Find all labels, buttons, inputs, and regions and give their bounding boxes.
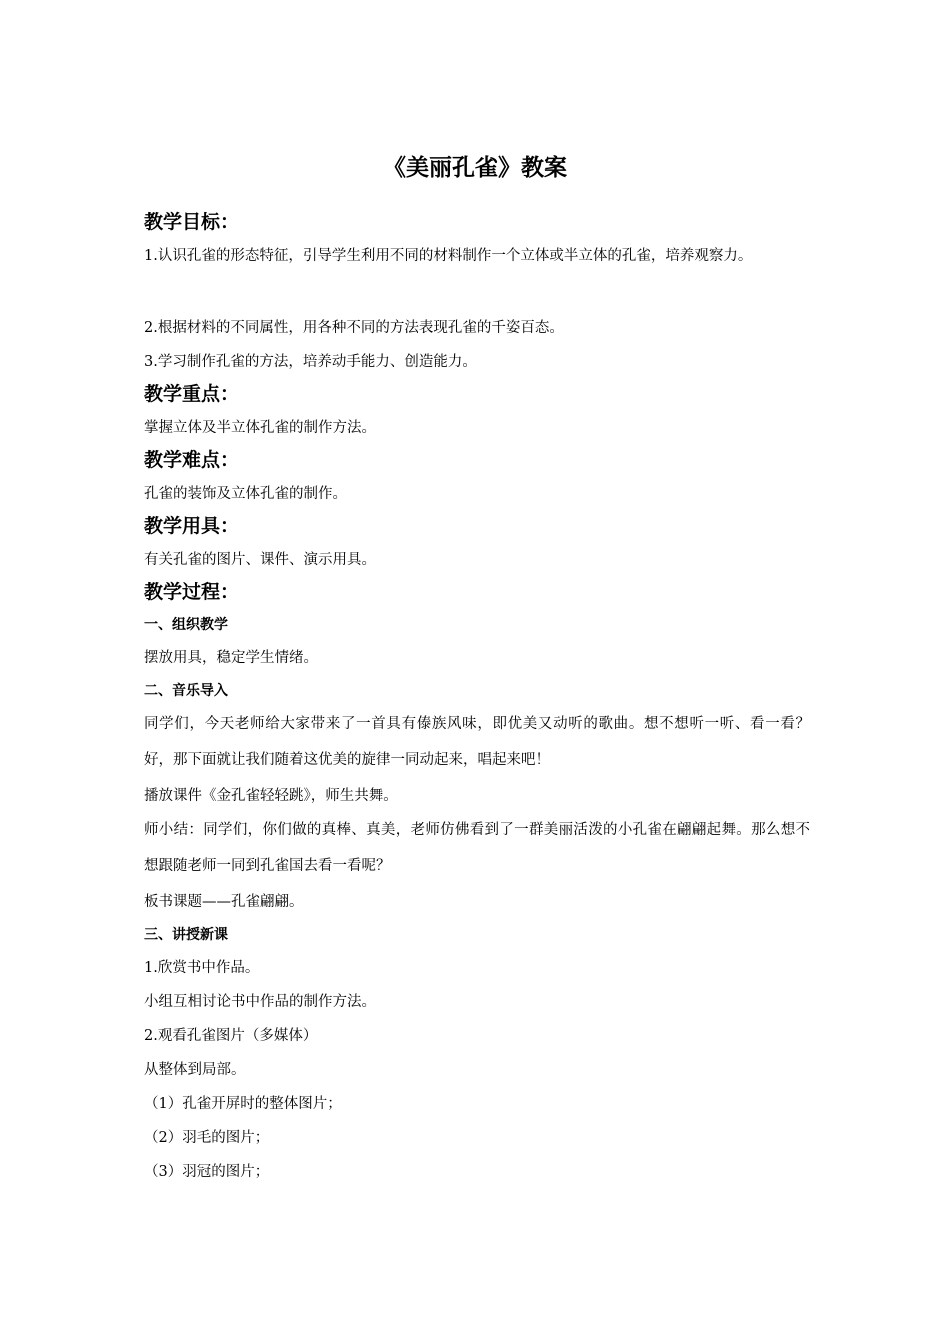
document-body — [144, 206, 810, 1188]
objective-item-1: 1.认识孔雀的形态特征，引导学生利用不同的材料制作一个立体或半立体的孔雀，培养观察力。 — [144, 248, 753, 264]
step2-paragraph-2: 播放课件《金孔雀轻轻跳》，师生共舞。 — [144, 788, 398, 804]
step3-line-6: （2）羽毛的图片； — [144, 1130, 270, 1146]
step2-paragraph-1: 同学们，今天老师给大家带来了一首具有傣族风味，即优美又动听的歌曲。想不想听一听、看一看？好，那下面就让我们随着这优美的旋律一同动起来，唱起来吧！ — [144, 716, 810, 768]
objectives-heading: 教学目标： — [144, 211, 240, 233]
step1-heading: 一、组织教学 — [144, 617, 228, 633]
key-points-heading: 教学重点： — [144, 383, 240, 405]
step2-paragraph-4: 板书课题——孔雀翩翩。 — [144, 894, 304, 910]
difficulties-text: 孔雀的装饰及立体孔雀的制作。 — [144, 486, 347, 502]
step1-text: 摆放用具，稳定学生情绪。 — [144, 650, 318, 666]
step3-line-5: （1）孔雀开屏时的整体图片； — [144, 1096, 342, 1112]
step3-line-7: （3）羽冠的图片； — [144, 1164, 270, 1180]
process-heading: 教学过程： — [144, 581, 240, 603]
step2-heading: 二、音乐导入 — [144, 683, 228, 699]
document-title: 《美丽孔雀》教案 — [383, 155, 567, 181]
objective-item-2: 2.根据材料的不同属性，用各种不同的方法表现孔雀的千姿百态。 — [144, 320, 564, 336]
difficulties-heading: 教学难点： — [144, 449, 240, 471]
tools-heading: 教学用具： — [144, 515, 240, 537]
tools-text: 有关孔雀的图片、课件、演示用具。 — [144, 552, 376, 568]
step3-line-4: 从整体到局部。 — [144, 1062, 246, 1078]
step2-paragraph-3: 师小结：同学们，你们做的真棒、真美，老师仿佛看到了一群美丽活泼的小孔雀在翩翩起舞。那么想不想跟随老师一同到孔雀国去看一看呢？ — [144, 822, 810, 874]
step3-line-2: 小组互相讨论书中作品的制作方法。 — [144, 994, 376, 1010]
key-points-text: 掌握立体及半立体孔雀的制作方法。 — [144, 420, 376, 436]
step3-heading: 三、讲授新课 — [144, 927, 228, 943]
objective-item-3: 3.学习制作孔雀的方法，培养动手能力、创造能力。 — [144, 354, 477, 370]
step3-line-1: 1.欣赏书中作品。 — [144, 960, 260, 976]
step3-line-3: 2.观看孔雀图片（多媒体） — [144, 1028, 318, 1044]
